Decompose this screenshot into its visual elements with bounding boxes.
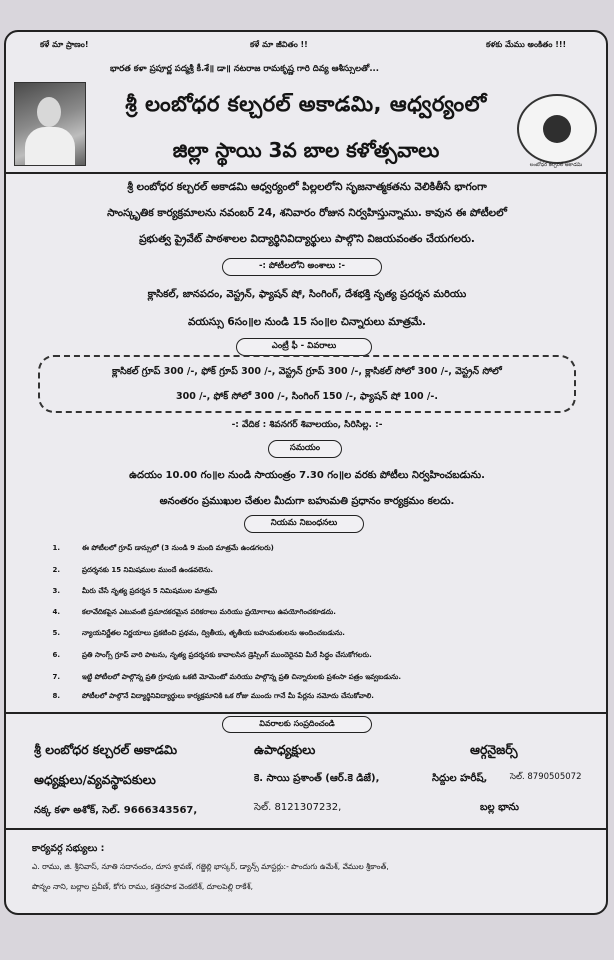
organizers-role: ఆర్గనైజర్స్: [470, 742, 518, 757]
organizer-1-phone: సెల్. 8790505072: [510, 772, 582, 782]
rule-item: 2. ప్రదర్శనకు 15 నిమిషముల ముందే ఉండవలెను.: [52, 566, 214, 574]
rule-item: 1. ఈ పోటీలలో గ్రూప్ డాన్సులో (3 నుండి 9 మంది మాత్రమే ఉండగలరు): [52, 544, 274, 552]
committee-line-1: ఎ. రాము, జి. శ్రీనివాస్, నూతి సదానందం, దూస శ్రావణ్, గజ్జెల్లి భాస్కర్, డ్యాన్స్ మాస్టర్లు:- పొందుగు ఉమేశ్, వేముల శ్రీకాంత్,: [32, 862, 389, 871]
intro-line-2: సాంస్కృతిక కార్యక్రమాలను నవంబర్ 24, శనివారం రోజున నిర్వహిస్తున్నాము. కావున ఈ పోటీలలో: [107, 207, 507, 219]
president-role: అధ్యక్షులు/వ్యవస్థాపకులు: [34, 772, 156, 787]
committee-line-2: పొన్నం నాని, బల్లాల ప్రవీణ్, కోగు రాము, కత్తెరపాక వెంకటేశ్, దూలపెల్లి రాకేశ్,: [32, 882, 253, 891]
fee-box: [38, 355, 576, 413]
vp-phone: సెల్. 8121307232,: [254, 802, 342, 813]
academy-logo: [517, 94, 597, 164]
org-name: శ్రీ లంబోధర కల్చరల్ అకాడమి: [34, 742, 178, 757]
time-heading: సమయం: [268, 440, 342, 458]
rules-divider: [4, 712, 608, 714]
rules-heading: నియమ నిబంధనలు: [244, 515, 364, 533]
time-line: ఉదయం 10.00 గం॥ల నుండి సాయంత్రం 7.30 గం॥ల వరకు పోటీలు నిర్వహించబడును.: [129, 470, 485, 481]
intro-line-3: ప్రభుత్వ ప్రైవేట్ పాఠశాలల విద్యార్థినివిద్యార్థులు పాల్గొని విజయవంతం చేయగలరు.: [139, 233, 475, 245]
header-divider: [4, 172, 608, 174]
vp-name: కె. సాయి ప్రశాంత్ (ఆర్.కె డిజే),: [254, 773, 380, 784]
rule-item: 5. న్యాయనిర్ణేతల నిర్ణయాలు ప్రకటించి ప్రథమ, ద్వితీయ, తృతీయ బహుమతులను అందించబడును.: [52, 629, 345, 637]
rule-item: 6. ప్రతి సాంగ్స్ గ్రూప్ వారి పాటను, నృత్య ప్రదర్శనకు కావాలసిన డ్రెస్సింగ్ ముందెరైనవి మీరే సిద్ధం చేసుకోగలరు.: [52, 651, 372, 659]
fee-line-2: 300 /-, ఫోక్ సోలో 300 /-, సింగింగ్ 150 /-, ఫ్యాషన్ షో 100 /-.: [176, 391, 438, 402]
tagline-center: కళే మా జీవితం !!: [250, 40, 308, 49]
founder-photo: [14, 82, 86, 166]
blessing-line: భారత కళా ప్రపూర్ణ పద్మశ్రీ కీ.శే॥ డా॥ నటరాజ రామకృష్ణ గారి దివ్య ఆశీస్సులతో...: [110, 64, 380, 74]
rule-item: 3. మీరు చేసే నృత్య ప్రదర్శన 5 నిమిషముల మాత్రమే: [52, 587, 218, 595]
events-line: క్లాసికల్, జానపదం, వెస్ట్రన్, ఫ్యాషన్ షో, సింగింగ్, దేశభక్తి నృత్య ప్రదర్శన మరియు: [147, 289, 467, 300]
fee-line-1: క్లాసికల్ గ్రూప్ 300 /-, ఫోక్ గ్రూప్ 300 /-, వెస్ట్రన్ గ్రూప్ 300 /-, క్లాసికల్ సోలో 300 /-, వెస్ట్రన్ సోలో: [112, 366, 502, 377]
logo-caption: లంబోధర కల్చరల్ అకాడమి: [529, 162, 583, 168]
tagline-right: కళకు మేము అంకితం !!!: [486, 40, 567, 49]
fee-heading: ఎంట్రీ ఫీ - వివరాలు: [236, 338, 372, 356]
rule-item: 7. ఇట్టి పోటీలలో పాల్గొన్న ప్రతి గ్రూపుకు ఒకటి మోమెంటో మరియు పాల్గొన్న ప్రతి చిన్నారులకు ప్రశంసా పత్రం ఇవ్వబడును.: [52, 673, 401, 681]
festival-title: జిల్లా స్థాయి 3వ బాల కళోత్సవాలు: [172, 138, 440, 162]
vp-role: ఉపాధ్యక్షులు: [254, 742, 316, 757]
organizer-2: బల్ల భాను: [480, 802, 519, 813]
contact-heading: వివరాలకు సంప్రదించండి: [222, 716, 372, 733]
after-line: అనంతరం ప్రముఖుల చేతుల మీదుగా బహుమతి ప్రధానం కార్యక్రమం కలదు.: [159, 496, 455, 507]
academy-title: శ్రీ లంబోధర కల్చరల్ అకాడమి, ఆధ్వర్యంలో: [125, 92, 487, 116]
tagline-left: కళే మా ప్రాణం!: [40, 40, 89, 49]
events-heading: -: పోటీలలోని అంశాలు :-: [222, 258, 382, 276]
age-line: వయస్సు 6సం॥ల నుండి 15 సం॥ల చిన్నారులు మాత్రమే.: [187, 316, 427, 328]
committee-label: కార్యవర్గ సభ్యులు :: [32, 843, 105, 854]
rule-item: 8. పోటీలలో పాల్గొనే విద్యార్థినివిద్యార్థులు కార్యక్రమానికి ఒక రోజు ముందు గానే మీ పేర్లను నమోదు చేసుకోవాలి.: [52, 692, 374, 700]
contact-divider: [4, 828, 608, 830]
venue-line: -: వేదిక : శివనగర్ శివాలయం, సిరిసిల్ల. :-: [231, 420, 383, 430]
organizer-1: సిద్దుల హరీష్,: [432, 773, 488, 784]
intro-line-1: శ్రీ లంబోధర కల్చరల్ అకాడమి ఆధ్వర్యంలో పిల్లలలోని సృజనాత్మకతను వెలికితీసే భాగంగా: [127, 181, 487, 193]
rule-item: 4. కలావేదికపైన ఎటువంటి ప్రమాదకరమైన పరికరాలు మరియు ప్రయోగాలు ఉపయోగించకూడదు.: [52, 608, 336, 616]
president-contact: నక్క కళా అశోక్, సెల్. 9666343567,: [34, 805, 198, 816]
